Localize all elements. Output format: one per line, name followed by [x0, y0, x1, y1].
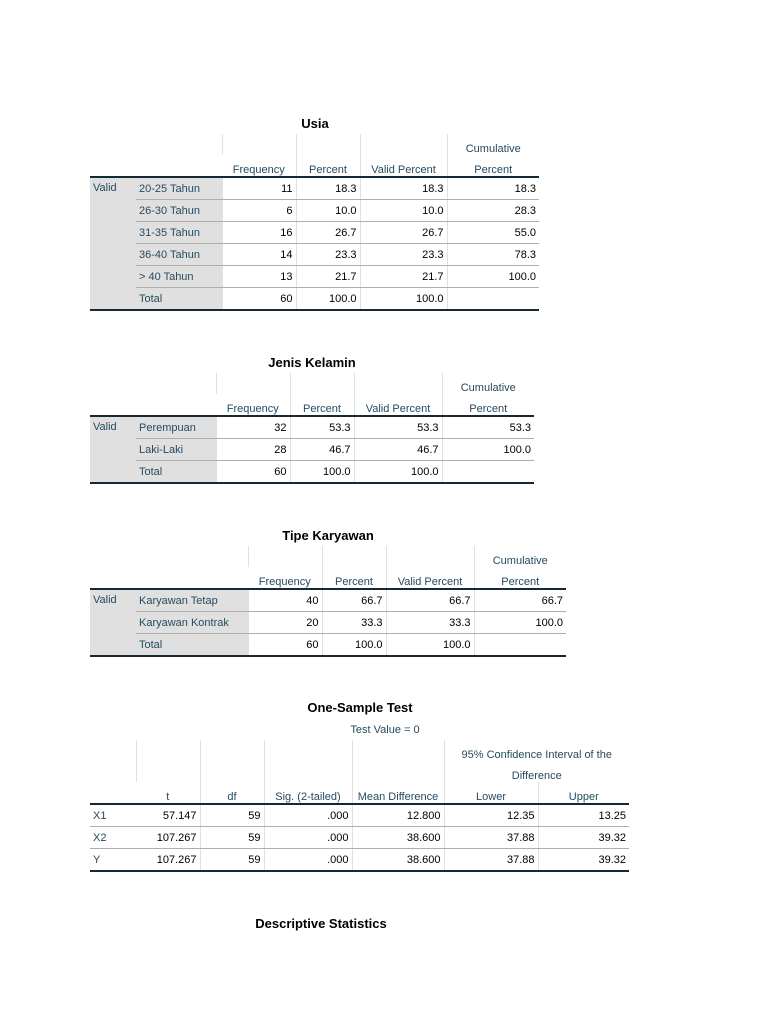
valid-percent-cell: 33.3	[386, 612, 474, 634]
valid-percent-cell: 100.0	[354, 461, 442, 484]
table-row	[90, 461, 534, 484]
frequency-cell: 6	[222, 200, 296, 222]
frequency-cell: 60	[222, 288, 296, 311]
row-label: X2	[90, 827, 136, 849]
row-label: Karyawan Tetap	[136, 589, 248, 612]
cumulative-cell: 100.0	[447, 266, 539, 288]
header-percent: Percent	[322, 567, 386, 589]
percent-cell: 53.3	[290, 416, 354, 439]
row-label: 31-35 Tahun	[136, 222, 222, 244]
header-valid-percent: Valid Percent	[386, 567, 474, 589]
table-row	[90, 200, 539, 222]
row-label: Total	[136, 634, 248, 657]
header-cumulative: Cumulative	[447, 134, 539, 155]
valid-percent-cell: 21.7	[360, 266, 447, 288]
percent-cell: 66.7	[322, 589, 386, 612]
tipe-karyawan-frequency-table	[90, 546, 566, 657]
row-label: 20-25 Tahun	[136, 177, 222, 200]
df-cell: 59	[200, 804, 264, 827]
cumulative-cell: 78.3	[447, 244, 539, 266]
upper-cell: 39.32	[538, 827, 629, 849]
row-label: Y	[90, 849, 136, 872]
valid-percent-cell: 23.3	[360, 244, 447, 266]
descriptive-statistics-title: Descriptive Statistics	[255, 916, 387, 931]
header-frequency: Frequency	[248, 567, 322, 589]
usia-frequency-table	[90, 134, 539, 311]
header-sig: Sig. (2-tailed)	[264, 782, 352, 804]
header-percent: Percent	[290, 394, 354, 416]
header-df: df	[200, 782, 264, 804]
table-row	[90, 416, 534, 439]
valid-percent-cell: 53.3	[354, 416, 442, 439]
frequency-cell: 28	[216, 439, 290, 461]
cumulative-cell: 100.0	[474, 612, 566, 634]
valid-percent-cell: 26.7	[360, 222, 447, 244]
frequency-cell: 20	[248, 612, 322, 634]
t-cell: 107.267	[136, 849, 200, 872]
row-label: Laki-Laki	[136, 439, 216, 461]
cumulative-cell: 100.0	[442, 439, 534, 461]
header-cumulative-percent: Percent	[474, 567, 566, 589]
table-row	[90, 589, 566, 612]
row-label: X1	[90, 804, 136, 827]
percent-cell: 23.3	[296, 244, 360, 266]
percent-cell: 100.0	[290, 461, 354, 484]
group-label: Valid	[90, 589, 136, 656]
row-label: > 40 Tahun	[136, 266, 222, 288]
row-label: Perempuan	[136, 416, 216, 439]
lower-cell: 37.88	[444, 827, 538, 849]
frequency-cell: 60	[216, 461, 290, 484]
cumulative-cell: 53.3	[442, 416, 534, 439]
frequency-cell: 13	[222, 266, 296, 288]
header-lower: Lower	[444, 782, 538, 804]
valid-percent-cell: 66.7	[386, 589, 474, 612]
header-cumulative: Cumulative	[442, 373, 534, 394]
cumulative-cell: 55.0	[447, 222, 539, 244]
frequency-cell: 32	[216, 416, 290, 439]
valid-percent-cell: 100.0	[386, 634, 474, 657]
header-cumulative-percent: Percent	[442, 394, 534, 416]
table-row	[90, 804, 629, 827]
upper-cell: 39.32	[538, 849, 629, 872]
ci-header: 95% Confidence Interval of the	[444, 740, 629, 761]
table-row	[90, 849, 629, 872]
percent-cell: 10.0	[296, 200, 360, 222]
valid-percent-cell: 10.0	[360, 200, 447, 222]
percent-cell: 33.3	[322, 612, 386, 634]
group-label: Valid	[90, 177, 136, 310]
cumulative-cell	[442, 461, 534, 484]
percent-cell: 100.0	[296, 288, 360, 311]
ci-header-difference: Difference	[444, 761, 629, 782]
percent-cell: 18.3	[296, 177, 360, 200]
table-row	[90, 634, 566, 657]
upper-cell: 13.25	[538, 804, 629, 827]
table-row	[90, 266, 539, 288]
header-mean-difference: Mean Difference	[352, 782, 444, 804]
jenis-kelamin-frequency-table	[90, 373, 534, 484]
row-label: Karyawan Kontrak	[136, 612, 248, 634]
header-valid-percent: Valid Percent	[360, 155, 447, 177]
table-row	[90, 222, 539, 244]
percent-cell: 46.7	[290, 439, 354, 461]
table-row	[90, 244, 539, 266]
table-row	[90, 439, 534, 461]
one-sample-test-title: One-Sample Test	[307, 700, 413, 715]
cumulative-cell: 66.7	[474, 589, 566, 612]
cumulative-cell: 28.3	[447, 200, 539, 222]
frequency-cell: 14	[222, 244, 296, 266]
test-value-label: Test Value = 0	[350, 724, 420, 736]
header-frequency: Frequency	[222, 155, 296, 177]
lower-cell: 37.88	[444, 849, 538, 872]
cumulative-cell: 18.3	[447, 177, 539, 200]
jenis-kelamin-title: Jenis Kelamin	[268, 355, 356, 370]
sig-cell: .000	[264, 827, 352, 849]
header-frequency: Frequency	[216, 394, 290, 416]
valid-percent-cell: 18.3	[360, 177, 447, 200]
table-row	[90, 288, 539, 311]
valid-percent-cell: 46.7	[354, 439, 442, 461]
valid-percent-cell: 100.0	[360, 288, 447, 311]
table-row	[90, 612, 566, 634]
mean-difference-cell: 38.600	[352, 849, 444, 872]
sig-cell: .000	[264, 804, 352, 827]
header-t: t	[136, 782, 200, 804]
header-percent: Percent	[296, 155, 360, 177]
percent-cell: 21.7	[296, 266, 360, 288]
header-valid-percent: Valid Percent	[354, 394, 442, 416]
df-cell: 59	[200, 827, 264, 849]
cumulative-cell	[474, 634, 566, 657]
percent-cell: 100.0	[322, 634, 386, 657]
usia-title: Usia	[301, 116, 329, 131]
sig-cell: .000	[264, 849, 352, 872]
df-cell: 59	[200, 849, 264, 872]
mean-difference-cell: 38.600	[352, 827, 444, 849]
row-label: Total	[136, 288, 222, 311]
header-upper: Upper	[538, 782, 629, 804]
group-label: Valid	[90, 416, 136, 483]
table-row	[90, 827, 629, 849]
t-cell: 107.267	[136, 827, 200, 849]
row-label: 36-40 Tahun	[136, 244, 222, 266]
table-row	[90, 177, 539, 200]
frequency-cell: 16	[222, 222, 296, 244]
header-cumulative: Cumulative	[474, 546, 566, 567]
tipe-karyawan-title: Tipe Karyawan	[282, 528, 374, 543]
frequency-cell: 11	[222, 177, 296, 200]
frequency-cell: 40	[248, 589, 322, 612]
percent-cell: 26.7	[296, 222, 360, 244]
header-cumulative-percent: Percent	[447, 155, 539, 177]
one-sample-test-table	[90, 740, 629, 872]
lower-cell: 12.35	[444, 804, 538, 827]
cumulative-cell	[447, 288, 539, 311]
mean-difference-cell: 12.800	[352, 804, 444, 827]
row-label: Total	[136, 461, 216, 484]
frequency-cell: 60	[248, 634, 322, 657]
row-label: 26-30 Tahun	[136, 200, 222, 222]
t-cell: 57.147	[136, 804, 200, 827]
